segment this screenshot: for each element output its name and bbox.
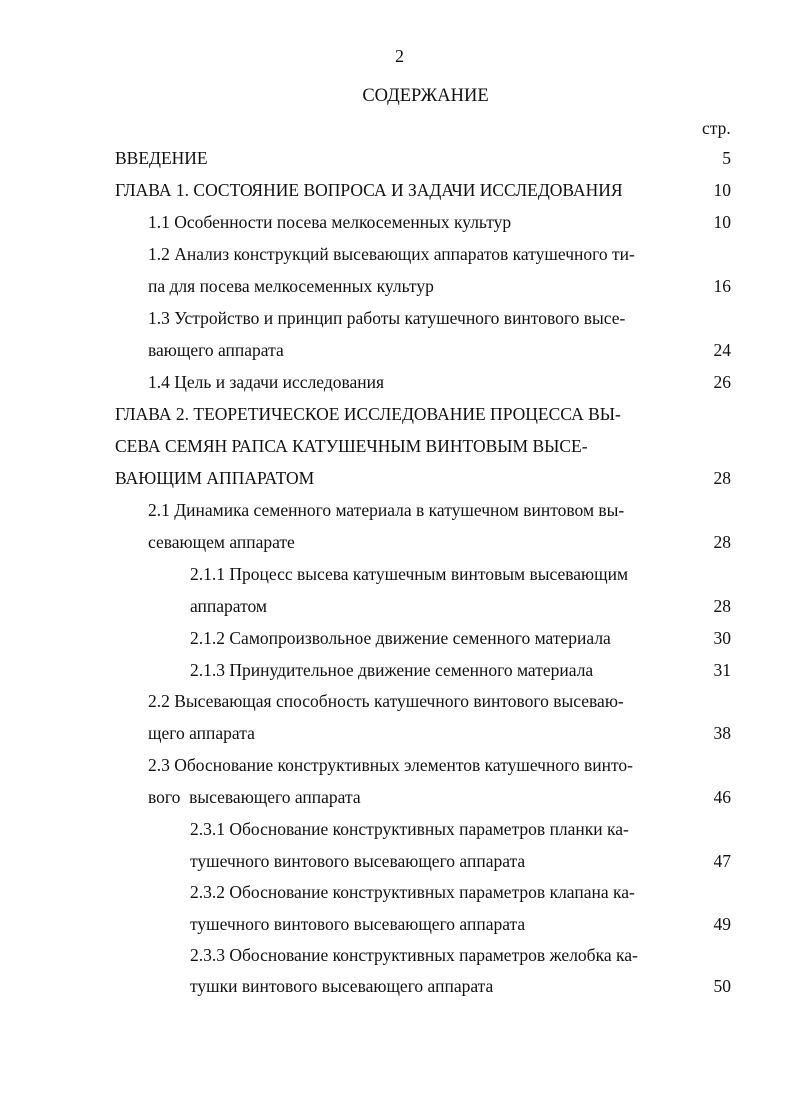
- toc-entry-page: 50: [713, 976, 731, 996]
- toc-entry-text: тушечного винтового высевающего аппарата: [190, 914, 526, 934]
- toc-entry-text: щего аппарата: [148, 723, 255, 743]
- toc-entry-text: 1.4 Цель и задачи исследования: [148, 372, 385, 392]
- toc-entry-text: 2.2 Высевающая способность катушечного винтового высеваю-: [148, 691, 624, 711]
- toc-entry-page: 10: [713, 212, 731, 232]
- toc-entry-page: 10: [713, 180, 731, 200]
- toc-entry-text: ВВЕДЕНИЕ: [115, 148, 208, 168]
- toc-entry-text: 2.1.2 Самопроизвольное движение семенного материала: [190, 628, 611, 648]
- toc-entry-page: 28: [713, 532, 731, 552]
- toc-entry-page: 5: [722, 148, 731, 168]
- toc-entry-text: ГЛАВА 2. ТЕОРЕТИЧЕСКОЕ ИССЛЕДОВАНИЕ ПРОЦЕССА ВЫ-: [115, 404, 621, 424]
- toc-entry-text: тушки винтового высевающего аппарата: [190, 976, 494, 996]
- toc-entry-page: 24: [713, 340, 731, 360]
- toc-entry-text: 2.1 Динамика семенного материала в катушечном винтовом вы-: [148, 500, 625, 520]
- toc-entry-page: 31: [713, 660, 731, 680]
- toc-entry-text: севающем аппарате: [148, 532, 295, 552]
- toc-entry-text: аппаратом: [190, 596, 268, 616]
- toc-entry-text: ВАЮЩИМ АППАРАТОМ: [115, 468, 315, 488]
- page-title: СОДЕРЖАНИЕ: [362, 86, 489, 106]
- toc-entry-text: тушечного винтового высевающего аппарата: [190, 851, 526, 871]
- toc-entry-page: 38: [713, 723, 731, 743]
- toc-entry-page: 46: [713, 787, 731, 807]
- toc-entry-text: ГЛАВА 1. СОСТОЯНИЕ ВОПРОСА И ЗАДАЧИ ИССЛЕДОВАНИЯ: [115, 180, 623, 200]
- toc-entry-text: 1.2 Анализ конструкций высевающих аппаратов катушечного ти-: [148, 244, 635, 264]
- toc-entry-text: 1.3 Устройство и принцип работы катушечного винтового высе-: [148, 308, 626, 328]
- toc-entry-text: 2.3.2 Обоснование конструктивных параметров клапана ка-: [190, 882, 635, 902]
- toc-entry-page: 28: [713, 468, 731, 488]
- toc-entry-page: 30: [713, 628, 731, 648]
- toc-entry-page: 16: [713, 276, 731, 296]
- toc-entry-page: 47: [713, 851, 731, 871]
- toc-entry-text: вающего аппарата: [148, 340, 284, 360]
- toc-entry-text: 2.3 Обоснование конструктивных элементов катушечного винто-: [148, 755, 633, 775]
- page-number: 2: [395, 46, 404, 66]
- toc-entry-text: 2.3.3 Обоснование конструктивных параметров желобка ка-: [190, 945, 638, 965]
- toc-entry-page: 28: [713, 596, 731, 616]
- toc-entry-text: 2.1.3 Принудительное движение семенного материала: [190, 660, 594, 680]
- toc-entry-text: СЕВА СЕМЯН РАПСА КАТУШЕЧНЫМ ВИНТОВЫМ ВЫСЕ-: [115, 436, 588, 456]
- toc-entry-text: па для посева мелкосеменных культур: [148, 276, 434, 296]
- toc-entry-page: 49: [713, 914, 731, 934]
- toc-entry-text: 2.3.1 Обоснование конструктивных параметров планки ка-: [190, 819, 629, 839]
- toc-entry-text: вого высевающего аппарата: [148, 787, 361, 807]
- toc-entry-text: 2.1.1 Процесс высева катушечным винтовым высевающим: [190, 564, 629, 584]
- page-column-header: стр.: [702, 118, 731, 138]
- toc-entry-page: 26: [713, 372, 731, 392]
- toc-entry-text: 1.1 Особенности посева мелкосеменных культур: [148, 212, 512, 232]
